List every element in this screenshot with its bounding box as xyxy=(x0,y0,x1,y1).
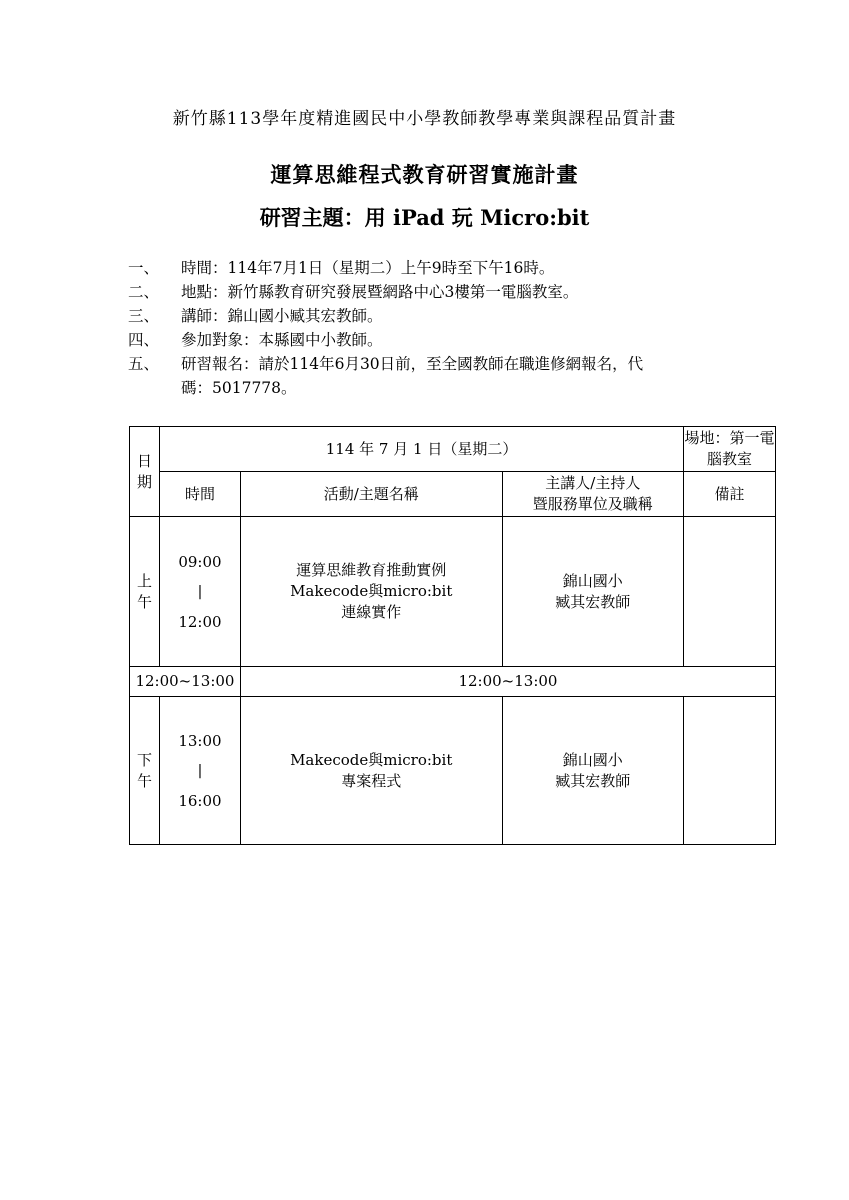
item-number: 一、 xyxy=(128,259,160,277)
activity-line: 運算思維教育推動實例 xyxy=(296,561,447,579)
col-header-activity: 活動/主題名稱 xyxy=(240,472,502,517)
afternoon-speaker-cell xyxy=(502,697,684,845)
afternoon-label-cell xyxy=(130,697,160,845)
morning-label-cell xyxy=(130,517,160,667)
info-item-location xyxy=(128,280,741,304)
activity-line: Makecode與micro:bit xyxy=(290,750,453,769)
day-label-cell xyxy=(130,427,160,517)
activity-line: 連線實作 xyxy=(341,603,402,621)
afternoon-note-cell xyxy=(684,697,776,845)
table-row-lunch xyxy=(130,667,776,697)
speaker-line: 錦山國小 xyxy=(562,571,623,590)
workshop-theme: 研習主題：用 iPad 玩 Micro:bit xyxy=(259,205,590,230)
schedule-table xyxy=(129,426,776,845)
activity-line: 專案程式 xyxy=(341,771,402,790)
column-header-row xyxy=(130,472,776,517)
lunch-time-cell: 12:00~13:00 xyxy=(130,667,241,697)
period-char: 午 xyxy=(136,592,152,611)
item-number: 二、 xyxy=(128,283,160,301)
table-row-afternoon xyxy=(130,697,776,845)
info-item-time xyxy=(128,256,741,280)
lunch-label-cell: 12:00~13:00 xyxy=(240,667,775,697)
time-end: 12:00 xyxy=(178,612,222,631)
col-header-note: 備註 xyxy=(684,472,776,517)
item-text: 時間：114年7月1日（星期二）上午9時至下午16時。 xyxy=(181,259,555,277)
item-number: 三、 xyxy=(128,307,160,325)
item-number: 四、 xyxy=(128,331,160,349)
item-text: 參加對象：本縣國中小教師。 xyxy=(181,331,383,349)
time-separator: | xyxy=(197,762,203,779)
morning-note-cell xyxy=(684,517,776,667)
document-title: 運算思維程式教育研習實施計畫 xyxy=(270,162,579,187)
col-header-speaker xyxy=(502,472,684,517)
info-list xyxy=(128,256,741,400)
time-end: 16:00 xyxy=(178,791,222,810)
period-char: 午 xyxy=(136,771,152,790)
venue-cell: 場地：第一電腦教室 xyxy=(684,427,776,472)
morning-speaker-cell xyxy=(502,517,684,667)
speaker-line: 臧其宏教師 xyxy=(555,592,631,611)
morning-activity-cell xyxy=(240,517,502,667)
morning-time-cell xyxy=(159,517,240,667)
time-separator: | xyxy=(197,583,203,600)
date-cell: 114 年 7 月 1 日（星期二） xyxy=(159,427,683,472)
afternoon-activity-cell xyxy=(240,697,502,845)
speaker-line: 臧其宏教師 xyxy=(555,771,631,790)
item-text: 講師：錦山國小臧其宏教師。 xyxy=(181,307,383,325)
activity-line: Makecode與micro:bit xyxy=(290,582,453,600)
speaker-header-line: 主講人/主持人 xyxy=(545,474,641,492)
info-item-participants xyxy=(128,328,741,352)
registration-code: 碼：5017778。 xyxy=(181,379,297,397)
info-item-registration xyxy=(128,352,741,376)
table-row-morning xyxy=(130,517,776,667)
speaker-header-line: 暨服務單位及職稱 xyxy=(532,495,653,513)
time-start: 09:00 xyxy=(178,552,222,571)
col-header-time: 時間 xyxy=(159,472,240,517)
item-text: 地點：新竹縣教育研究發展暨網路中心3樓第一電腦教室。 xyxy=(181,283,579,301)
program-line: 新竹縣113學年度精進國民中小學教師教學專業與課程品質計畫 xyxy=(172,109,677,129)
period-char: 上 xyxy=(136,571,152,590)
speaker-line: 錦山國小 xyxy=(562,750,623,769)
info-item-instructor xyxy=(128,304,741,328)
day-label-char: 期 xyxy=(136,472,152,491)
time-start: 13:00 xyxy=(178,731,222,750)
item-text: 研習報名：請於114年6月30日前，至全國教師在職進修網報名，代 xyxy=(181,355,644,373)
item-number: 五、 xyxy=(128,355,160,373)
table-header-row xyxy=(130,427,776,472)
afternoon-time-cell xyxy=(159,697,240,845)
day-label-char: 日 xyxy=(136,451,152,470)
period-char: 下 xyxy=(136,750,152,769)
